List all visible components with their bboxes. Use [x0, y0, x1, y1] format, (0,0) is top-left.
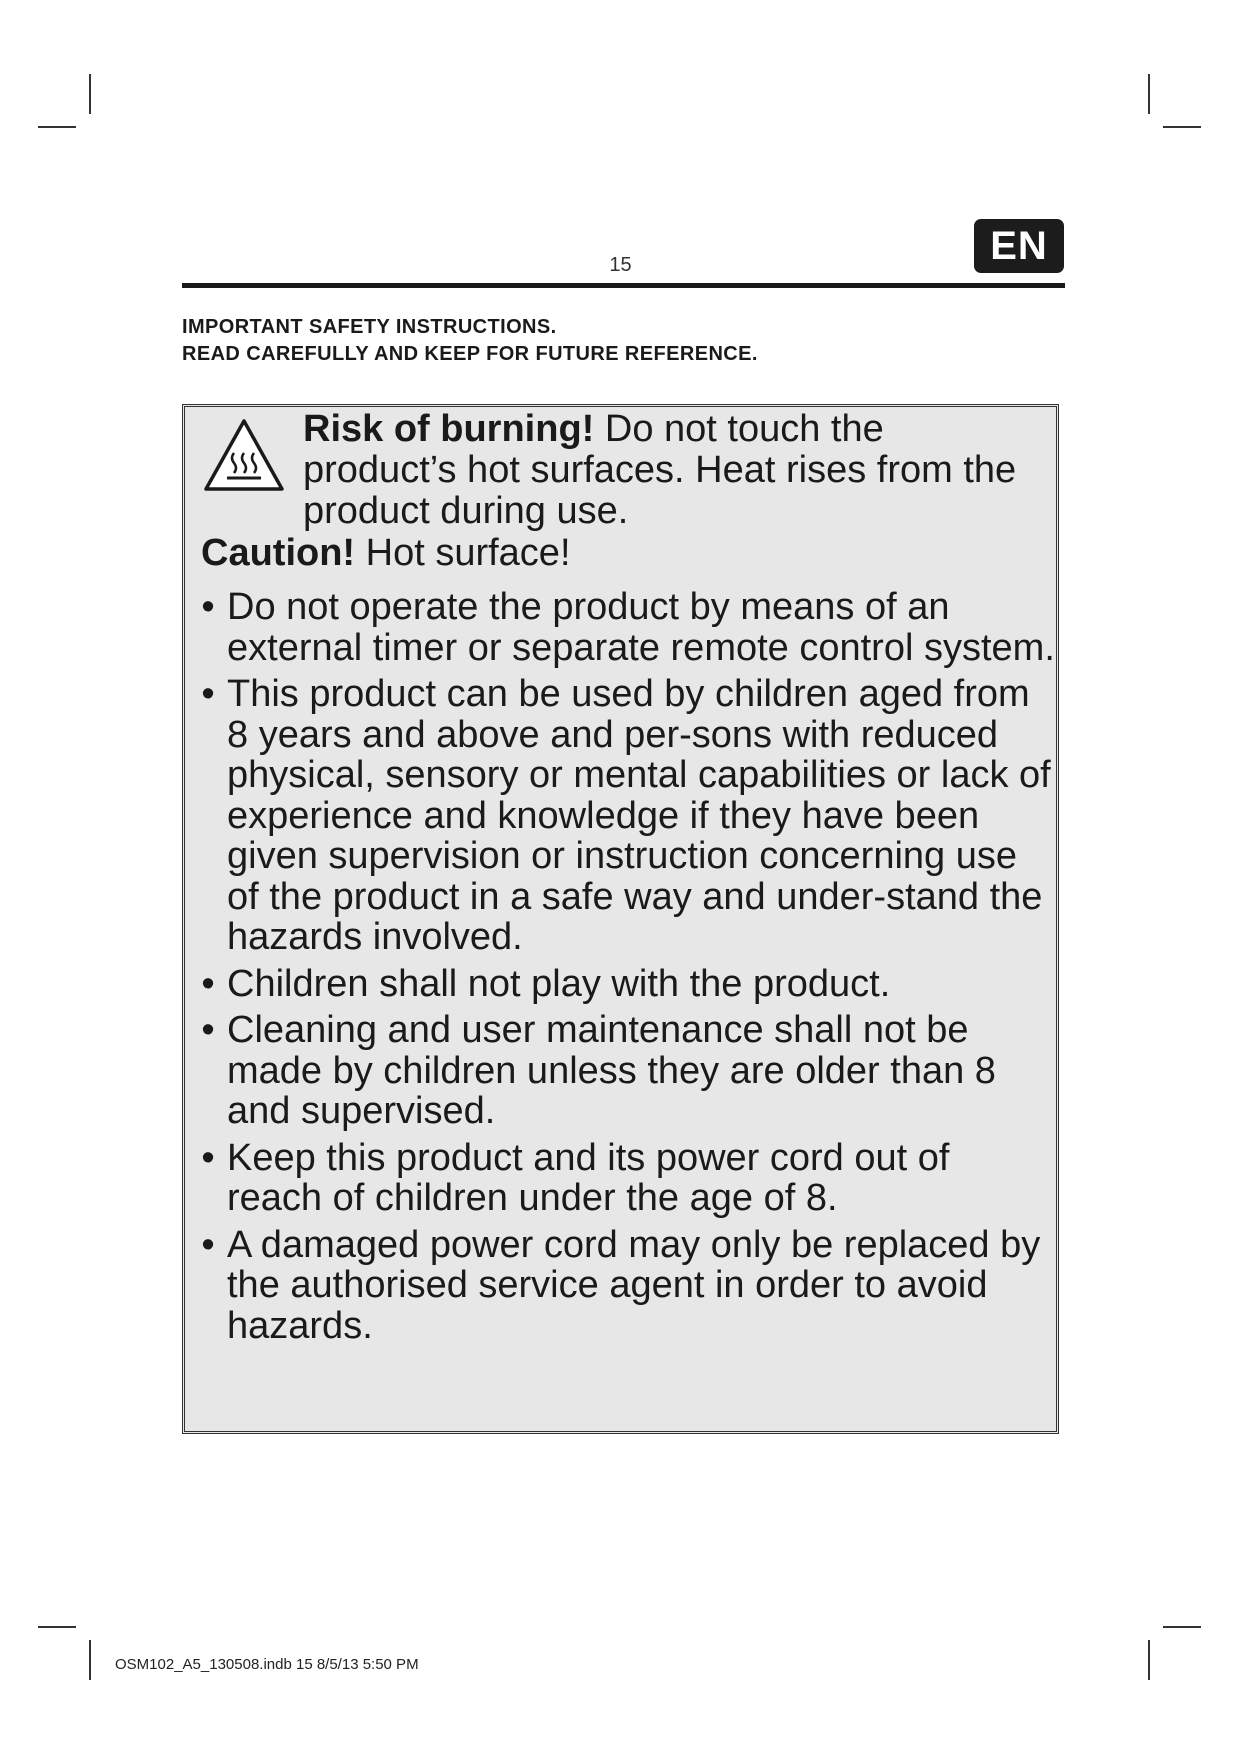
print-slug: OSM102_A5_130508.indb 15 8/5/13 5:50 PM: [115, 1656, 419, 1673]
caution-line: [201, 533, 571, 574]
list-item: • This product can be used by children aged from 8 years and above and per-sons with reduced physical, sensory or mental capabilities or lack of experience and knowledge if they have been given supervision or instruction concerning use of the product in a safe way and under-stand the hazards involved.: [193, 674, 1055, 958]
caution-label: Caution!: [201, 532, 356, 574]
list-item: • Do not operate the product by means of an external timer or separate remote control system.: [193, 587, 1055, 668]
list-item: • Keep this product and its power cord out of reach of children under the age of 8.: [193, 1138, 1055, 1219]
bullet-icon: •: [201, 962, 215, 1005]
bullet-icon: •: [201, 586, 215, 628]
warning-box: [182, 404, 1059, 1434]
page-number: 15: [609, 254, 632, 276]
list-item: • Children shall not play with the product.: [193, 964, 1055, 1005]
crop-mark: [89, 1640, 91, 1680]
bullet-icon: •: [201, 673, 215, 715]
safety-heading: IMPORTANT SAFETY INSTRUCTIONS.: [182, 316, 557, 338]
crop-mark: [1148, 1640, 1150, 1680]
header-rule: [182, 283, 1065, 288]
list-item: • Cleaning and user maintenance shall not be made by children unless they are older than 8 and supervised.: [193, 1010, 1055, 1132]
risk-description: Do not touch the product’s hot surfaces. Heat rises from the product during use.: [303, 408, 1017, 532]
list-item: • A damaged power cord may only be replaced by the authorised service agent in order to avoid hazards.: [193, 1225, 1055, 1347]
safety-bullet-list: [193, 587, 1055, 1352]
risk-of-burning-text: [303, 409, 1043, 532]
hot-surface-warning-icon: [203, 417, 285, 493]
crop-mark: [38, 126, 76, 128]
bullet-icon: •: [201, 1136, 215, 1179]
crop-mark: [1148, 74, 1150, 114]
caution-description: Hot surface!: [355, 532, 571, 574]
crop-mark: [1163, 1626, 1201, 1628]
crop-mark: [38, 1626, 76, 1628]
crop-mark: [89, 74, 91, 114]
safety-subheading: READ CAREFULLY AND KEEP FOR FUTURE REFERENCE.: [182, 343, 758, 365]
risk-label: Risk of burning!: [303, 408, 595, 450]
language-badge: EN: [974, 219, 1064, 273]
bullet-icon: •: [201, 1223, 215, 1266]
bullet-icon: •: [201, 1009, 215, 1051]
crop-mark: [1163, 126, 1201, 128]
